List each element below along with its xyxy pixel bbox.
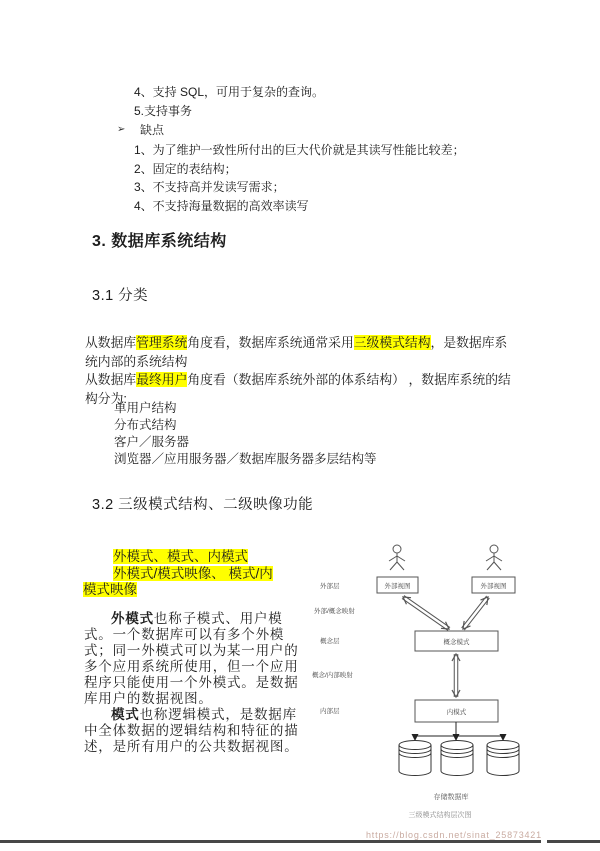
list-item: 5.支持事务 <box>134 104 193 118</box>
highlighted-text: 模式映像 <box>83 582 137 597</box>
three-level-schema-diagram <box>300 540 530 825</box>
box-label: 外部视图 <box>384 583 411 590</box>
bottom-rule <box>0 840 541 843</box>
highlighted-text: 外模式、模式、内模式 <box>113 549 248 564</box>
heading-3-2: 3.2 三级模式结构、二级映像功能 <box>92 497 314 513</box>
highlighted-text: 三级模式结构 <box>353 335 431 350</box>
text-segment: 也称逻辑模式，是数据库中全体数据的逻辑结构和特征的描述，是所有用户的公共数据视图。 <box>84 707 299 754</box>
external-schema-paragraph <box>84 611 300 707</box>
highlighted-text: 最终用户 <box>136 372 188 387</box>
list-item: 1、为了维护一致性所付出的巨大代价就是其读写性能比较差； <box>134 143 465 157</box>
layer-label: 概念/内部映射 <box>312 672 353 679</box>
text-segment: ，是数据库系统内部的系统结构 <box>85 335 508 369</box>
database-cylinder-icon <box>399 741 431 776</box>
storage-branch-arrows <box>415 722 503 740</box>
highlighted-text: 管理系统 <box>136 335 188 350</box>
list-item: 4、不支持海量数据的高效率读写 <box>134 198 309 213</box>
paragraph-line <box>85 334 519 371</box>
bold-term: 模式 <box>111 707 140 722</box>
layer-label: 外部层 <box>320 583 340 590</box>
box-label: 概念模式 <box>443 639 470 646</box>
csdn-watermark: https://blog.csdn.net/sinat_25873421 <box>366 830 542 840</box>
cons-list <box>134 141 465 215</box>
highlighted-terms-line <box>113 549 248 566</box>
text-segment: 从数据库 <box>85 372 137 387</box>
highlighted-terms-line <box>83 582 137 599</box>
bottom-rule <box>547 840 600 843</box>
cons-title: 缺点 <box>140 123 165 137</box>
text-segment: 也称子模式、用户模式。一个数据库可以有多个外模式；同一外模式可以为某一用户的多个应用系统所使用，但一个应用程序只能使用一个外模式。是数据库用户的数据视图。 <box>84 611 299 706</box>
arrow-bullet-icon: ➢ <box>117 124 126 135</box>
layer-label: 外部/概念映射 <box>314 608 355 615</box>
text-segment: 角度看（数据库系统外部的体系结构） ，数据库系统的结构分为: <box>85 372 511 406</box>
body-text-column <box>84 611 300 755</box>
layer-label: 内部层 <box>320 708 340 715</box>
list-item: 4、支持 SQL，可用于复杂的查询。 <box>134 85 325 99</box>
list-item: 3、不支持高并发读写需求； <box>134 180 285 194</box>
intro-list <box>134 83 324 121</box>
box-label: 外部视图 <box>480 583 507 590</box>
list-item: 浏览器／应用服务器／数据库服务器多层结构等 <box>114 452 377 466</box>
bold-term: 外模式 <box>111 611 154 626</box>
database-cylinder-icon <box>441 741 473 776</box>
list-item: 分布式结构 <box>114 418 177 432</box>
heading-3: 3. 数据库系统结构 <box>92 233 227 250</box>
classification-paragraph <box>85 334 519 408</box>
storage-label: 存储数据库 <box>433 794 469 801</box>
heading-3-1: 3.1 分类 <box>92 288 149 304</box>
user-stick-figure-icon <box>486 545 502 570</box>
list-item: 单用户结构 <box>114 401 177 415</box>
schema-paragraph <box>84 707 300 755</box>
mapping-arrow <box>403 597 449 629</box>
list-item: 客户／服务器 <box>114 435 190 449</box>
highlighted-text: 外模式/模式映像、 模式/内 <box>113 565 273 581</box>
text-segment: 角度看，数据库系统通常采用 <box>187 335 354 350</box>
text-segment: 从数据库 <box>85 335 137 350</box>
database-cylinder-icon <box>487 741 519 776</box>
diagram-caption: 三级模式结构层次图 <box>408 812 472 819</box>
mapping-arrow <box>463 597 488 629</box>
user-stick-figure-icon <box>389 545 405 570</box>
box-label: 内模式 <box>446 709 467 716</box>
structure-list <box>114 400 377 468</box>
highlighted-terms-line <box>113 566 273 583</box>
list-item: 2、固定的表结构； <box>134 161 237 176</box>
layer-label: 概念层 <box>320 638 340 645</box>
